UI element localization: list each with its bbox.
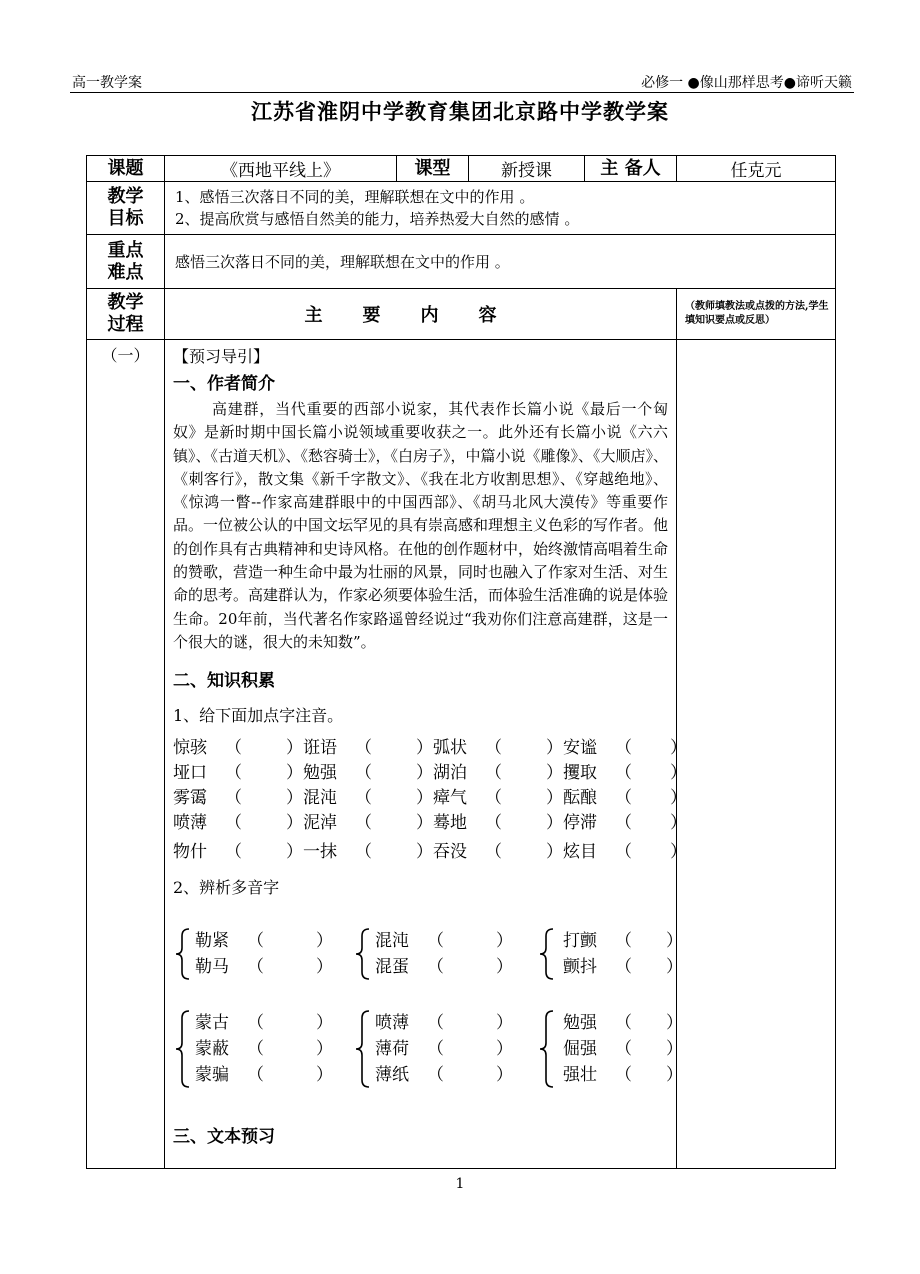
page-number: 1 — [455, 1176, 465, 1192]
left-brace-icon — [539, 928, 555, 980]
question-2: 2、辨析多音字 — [173, 878, 280, 898]
close-paren: ） — [496, 1039, 513, 1060]
close-paren: ） — [286, 738, 303, 759]
open-paren: （ — [485, 788, 502, 809]
preparer-label: 主 备人 — [585, 156, 677, 182]
type-label: 课型 — [397, 156, 469, 182]
open-paren: （ — [615, 1013, 632, 1034]
polyphone-group — [533, 1010, 683, 1088]
phonetic-item — [303, 811, 433, 836]
header-left: 高一教学案 — [72, 75, 142, 91]
polyphone-group — [173, 928, 353, 980]
close-paren: ） — [316, 1065, 333, 1086]
close-paren: ） — [670, 788, 687, 809]
type-value: 新授课 — [469, 156, 585, 182]
word: 勒紧 — [195, 931, 229, 952]
open-paren: （ — [247, 1013, 264, 1034]
word: 酝酿 — [563, 788, 597, 809]
open-paren: （ — [247, 1039, 264, 1060]
open-paren: （ — [615, 842, 632, 863]
lesson-plan-table — [86, 155, 836, 1169]
open-paren: （ — [615, 957, 632, 978]
word: 混蛋 — [375, 957, 409, 978]
phonetic-item — [173, 736, 303, 761]
close-paren: ） — [416, 738, 433, 759]
phonetic-item — [563, 1010, 683, 1036]
pinyin-exercise — [173, 736, 687, 865]
left-brace-icon — [355, 928, 371, 980]
header-right: 必修一 ●像山那样思考●谛听天籁 — [641, 75, 852, 91]
close-paren: ） — [546, 763, 563, 784]
word: 勉强 — [303, 763, 337, 784]
process-label — [87, 289, 165, 340]
left-brace-icon — [539, 1010, 555, 1088]
polyphone-group — [533, 928, 683, 980]
word: 吞没 — [433, 842, 467, 863]
phonetic-item — [195, 1010, 333, 1036]
teacher-note: （教师填教法或点拨的方法,学生填知识要点或反思） — [677, 289, 836, 340]
phonetic-item — [433, 811, 563, 836]
word: 蒙蔽 — [195, 1039, 229, 1060]
open-paren: （ — [615, 813, 632, 834]
pinyin-row — [173, 761, 687, 786]
word: 倔强 — [563, 1039, 597, 1060]
close-paren: ） — [416, 788, 433, 809]
process-label-line-1: 教学 — [107, 292, 144, 313]
goals-label-line-1: 教学 — [107, 186, 144, 207]
goal-line-1: 1、感悟三次落日不同的美，理解联想在文中的作用 。 — [175, 188, 535, 206]
word: 物什 — [173, 842, 207, 863]
notes-column — [677, 340, 836, 1169]
process-row — [87, 289, 836, 340]
phonetic-item — [563, 954, 683, 980]
open-paren: （ — [485, 763, 502, 784]
phonetic-item — [195, 1062, 333, 1088]
phonetic-item — [375, 928, 513, 954]
word: 打颤 — [563, 931, 597, 952]
close-paren: ） — [666, 931, 683, 952]
close-paren: ） — [316, 957, 333, 978]
close-paren: ） — [546, 788, 563, 809]
polyphone-group — [353, 1010, 533, 1088]
close-paren: ） — [316, 931, 333, 952]
key-points-text: 感悟三次落日不同的美，理解联想在文中的作用 。 — [165, 235, 836, 289]
polyphone-group — [353, 928, 533, 980]
open-paren: （ — [615, 1065, 632, 1086]
key-points-label — [87, 235, 165, 289]
process-label-line-2: 过程 — [107, 314, 144, 335]
preview-guide-title: 【预习导引】 — [173, 347, 270, 366]
author-heading: 一、作者简介 — [173, 374, 275, 394]
word: 诳语 — [303, 738, 337, 759]
close-paren: ） — [416, 813, 433, 834]
open-paren: （ — [355, 788, 372, 809]
text-preview-heading: 三、文本预习 — [173, 1127, 275, 1148]
document-title: 江苏省淮阴中学教育集团北京路中学教学案 — [251, 99, 669, 124]
goals-row — [87, 182, 836, 235]
word: 蓦地 — [433, 813, 467, 834]
close-paren: ） — [416, 763, 433, 784]
close-paren: ） — [286, 763, 303, 784]
key-points-row — [87, 235, 836, 289]
word: 勒马 — [195, 957, 229, 978]
left-brace-icon — [175, 1010, 191, 1088]
polyphone-groups-row-1 — [173, 928, 683, 980]
goal-line-2: 2、提高欣赏与感悟自然美的能力，培养热爱大自然的感情 。 — [175, 210, 580, 228]
open-paren: （ — [225, 813, 242, 834]
phonetic-item — [375, 1036, 513, 1062]
phonetic-item — [375, 1062, 513, 1088]
close-paren: ） — [416, 842, 433, 863]
open-paren: （ — [225, 738, 242, 759]
close-paren: ） — [496, 1065, 513, 1086]
close-paren: ） — [286, 813, 303, 834]
open-paren: （ — [355, 813, 372, 834]
word: 蒙骗 — [195, 1065, 229, 1086]
open-paren: （ — [427, 1013, 444, 1034]
section-one-row — [87, 340, 836, 1169]
open-paren: （ — [615, 738, 632, 759]
phonetic-item — [563, 840, 687, 865]
section-number: （一） — [87, 340, 165, 1169]
close-paren: ） — [496, 1013, 513, 1034]
word: 薄荷 — [375, 1039, 409, 1060]
word: 湖泊 — [433, 763, 467, 784]
word: 弧状 — [433, 738, 467, 759]
question-1: 1、给下面加点字注音。 — [173, 706, 344, 726]
phonetic-item — [303, 736, 433, 761]
pinyin-row — [173, 736, 687, 761]
phonetic-item — [195, 1036, 333, 1062]
word: 混沌 — [303, 788, 337, 809]
close-paren: ） — [316, 1013, 333, 1034]
close-paren: ） — [670, 738, 687, 759]
main-content-heading: 主要内容 — [165, 289, 677, 340]
open-paren: （ — [225, 763, 242, 784]
close-paren: ） — [546, 738, 563, 759]
close-paren: ） — [286, 788, 303, 809]
close-paren: ） — [666, 1013, 683, 1034]
word: 惊骇 — [173, 738, 207, 759]
close-paren: ） — [666, 957, 683, 978]
phonetic-item — [303, 786, 433, 811]
phonetic-item — [563, 928, 683, 954]
close-paren: ） — [546, 813, 563, 834]
phonetic-item — [173, 786, 303, 811]
word: 颤抖 — [563, 957, 597, 978]
phonetic-item — [173, 761, 303, 786]
open-paren: （ — [427, 1039, 444, 1060]
phonetic-item — [563, 1036, 683, 1062]
word: 混沌 — [375, 931, 409, 952]
phonetic-item — [433, 736, 563, 761]
phonetic-item — [195, 928, 333, 954]
word: 一抹 — [303, 842, 337, 863]
word: 勉强 — [563, 1013, 597, 1034]
open-paren: （ — [427, 1065, 444, 1086]
close-paren: ） — [286, 842, 303, 863]
goals-label — [87, 182, 165, 235]
open-paren: （ — [615, 1039, 632, 1060]
phonetic-item — [563, 811, 687, 836]
close-paren: ） — [670, 763, 687, 784]
open-paren: （ — [355, 842, 372, 863]
pinyin-row — [173, 840, 687, 865]
open-paren: （ — [427, 957, 444, 978]
open-paren: （ — [225, 842, 242, 863]
phonetic-item — [433, 840, 563, 865]
phonetic-item — [563, 1062, 683, 1088]
topic-value: 《西地平线上》 — [165, 156, 397, 182]
word: 安谧 — [563, 738, 597, 759]
word: 喷薄 — [375, 1013, 409, 1034]
polyphone-group — [173, 1010, 353, 1088]
key-points-label-line-2: 难点 — [107, 261, 144, 283]
open-paren: （ — [355, 763, 372, 784]
close-paren: ） — [496, 957, 513, 978]
close-paren: ） — [666, 1039, 683, 1060]
open-paren: （ — [355, 738, 372, 759]
polyphone-groups-row-2 — [173, 1010, 683, 1088]
key-points-label-line-1: 重点 — [107, 239, 144, 261]
goals-text — [165, 182, 836, 235]
open-paren: （ — [615, 788, 632, 809]
close-paren: ） — [316, 1039, 333, 1060]
left-brace-icon — [355, 1010, 371, 1088]
word: 喷薄 — [173, 813, 207, 834]
open-paren: （ — [427, 931, 444, 952]
open-paren: （ — [615, 931, 632, 952]
phonetic-item — [195, 954, 333, 980]
phonetic-item — [303, 761, 433, 786]
word: 攫取 — [563, 763, 597, 784]
close-paren: ） — [670, 842, 687, 863]
open-paren: （ — [247, 957, 264, 978]
close-paren: ） — [666, 1065, 683, 1086]
open-paren: （ — [247, 1065, 264, 1086]
word: 垭口 — [173, 763, 207, 784]
open-paren: （ — [247, 931, 264, 952]
pinyin-row — [173, 786, 687, 811]
word: 薄纸 — [375, 1065, 409, 1086]
word: 雾霭 — [173, 788, 207, 809]
word: 停滞 — [563, 813, 597, 834]
pinyin-row — [173, 811, 687, 836]
author-paragraph: 高建群，当代重要的西部小说家，其代表作长篇小说《最后一个匈奴》是新时期中国长篇小说领域重要收获之一。此外还有长篇小说《六六镇》、《古道天机》、《愁容骑士》，《白房子》，中篇小说《雕像》、《大顺店》、《刺客行》，散文集《新千字散文》、《我在北方收割思想》、《穿越绝地》、《惊鸿一瞥--作家高建群眼中的中国西部》、《胡马北风大漠传》等重要作品。一位被公认的中国文坛罕见的具有崇高感和理想主义色彩的写作者。他的创作具有古典精神和史诗风格。在他的创作题材中，始终激情高唱着生命的赞歌，营造一种生命中最为壮丽的风景，同时也融入了作家对生活、对生命的思考。高建群认为，作家必须要体验生活，而体验生活准确的说是体验生命。20年前，当代著名作家路遥曾经说过“我劝你们注意高建群，这是一个很大的谜，很大的未知数”。 — [173, 400, 669, 651]
word: 炫目 — [563, 842, 597, 863]
section-one-content — [165, 340, 687, 1169]
phonetic-item — [563, 761, 687, 786]
open-paren: （ — [615, 763, 632, 784]
phonetic-item — [563, 736, 687, 761]
page-header — [70, 70, 854, 93]
open-paren: （ — [485, 738, 502, 759]
word: 强壮 — [563, 1065, 597, 1086]
phonetic-item — [173, 811, 303, 836]
word: 泥淖 — [303, 813, 337, 834]
close-paren: ） — [546, 842, 563, 863]
open-paren: （ — [485, 813, 502, 834]
phonetic-item — [375, 954, 513, 980]
goals-label-line-2: 目标 — [107, 208, 144, 229]
knowledge-heading: 二、知识积累 — [173, 671, 275, 692]
phonetic-item — [433, 761, 563, 786]
phonetic-item — [375, 1010, 513, 1036]
open-paren: （ — [485, 842, 502, 863]
open-paren: （ — [225, 788, 242, 809]
phonetic-item — [433, 786, 563, 811]
preparer-value: 任克元 — [677, 156, 836, 182]
word: 瘴气 — [433, 788, 467, 809]
phonetic-item — [563, 786, 687, 811]
info-row — [87, 156, 836, 182]
close-paren: ） — [496, 931, 513, 952]
phonetic-item — [303, 840, 433, 865]
phonetic-item — [173, 840, 303, 865]
left-brace-icon — [175, 928, 191, 980]
close-paren: ） — [670, 813, 687, 834]
word: 蒙古 — [195, 1013, 229, 1034]
topic-label: 课题 — [87, 156, 165, 182]
